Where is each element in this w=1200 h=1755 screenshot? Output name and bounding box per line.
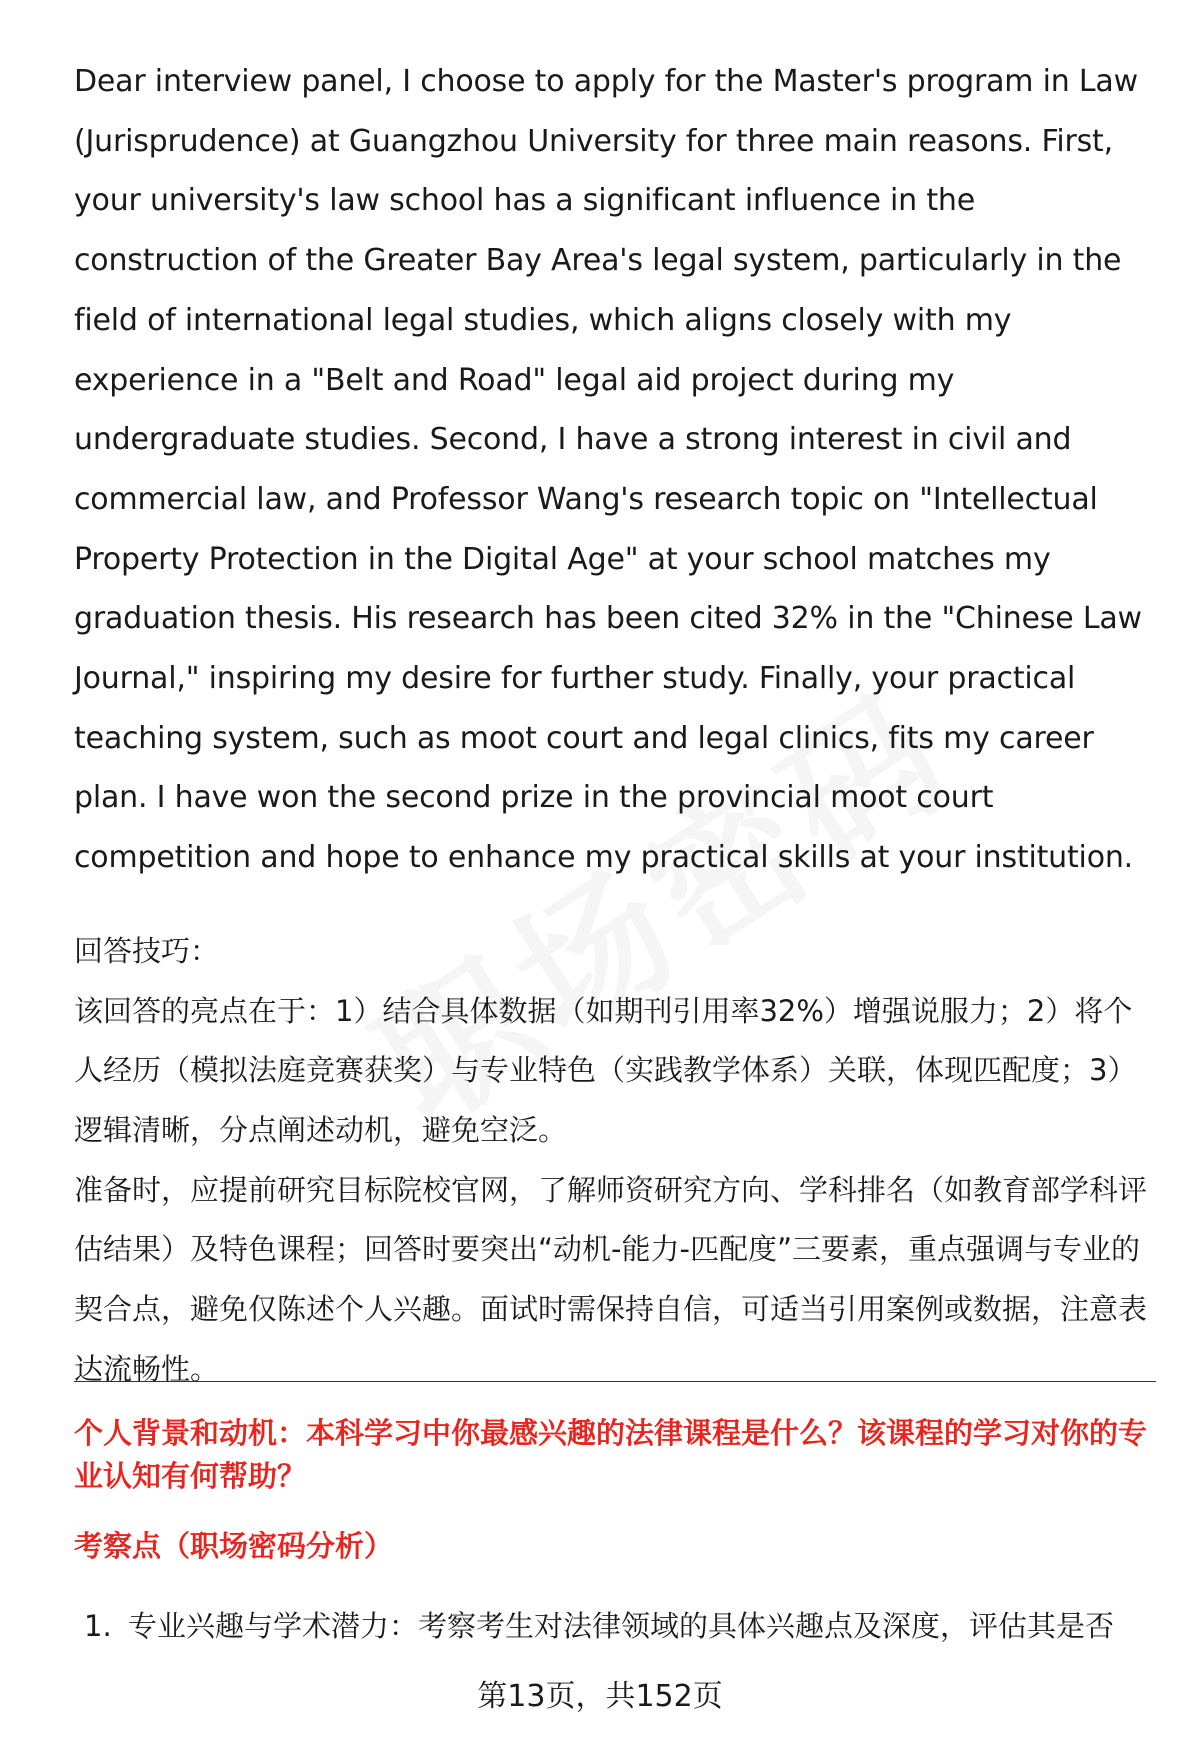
tips-highlight: 该回答的亮点在于：1）结合具体数据（如期刊引用率32%）增强说服力；2）将个人经历（模拟法庭竞赛获奖）与专业特色（实践教学体系）关联，体现匹配度；3）逻辑清晰，分点阐述动机，避免空泛。 [74,993,1137,1147]
document-body [74,52,1156,1399]
interview-question: 个人背景和动机：本科学习中你最感兴趣的法律课程是什么？该课程的学习对你的专业认知有何帮助？ [74,1416,1148,1493]
tips-label: 回答技巧： [74,933,220,968]
list-item-number: 1. [84,1609,112,1643]
assessment-heading: 考察点（职场密码分析） [74,1529,394,1563]
section-divider [74,1381,1156,1382]
assessment-points [84,1603,1156,1649]
list-item-text: 专业兴趣与学术潜力：考察考生对法律领域的具体兴趣点及深度，评估其是否 [128,1609,1115,1643]
page-number: 第13页，共152页 [477,1679,723,1714]
answer-paragraph: Dear interview panel, I choose to apply for the Master's program in Law (Jurisprudence) at Guangzhou University for three main reasons. First, your university's law school has a significant influence in the construction of the Greater Bay Area's legal system, particularly in the field of international legal studies, which aligns closely with my experience in a "Belt and Road" legal aid project during my undergraduate studies. Second, I have a strong interest in civil and commercial law, and Professor Wang's research topic on "Intellectual Property Protection in the Digital Age" at your school matches my graduation thesis. His research has been cited 32% in the "Chinese Law Journal," inspiring my desire for further study. Finally, your practical teaching system, such as moot court and legal clinics, fits my career plan. I have won the second prize in the provincial moot court competition and hope to enhance my practical skills at your institution. [74,64,1142,876]
tips-preparation: 准备时，应提前研究目标院校官网，了解师资研究方向、学科排名（如教育部学科评估结果）及特色课程；回答时要突出“动机-能力-匹配度”三要素，重点强调与专业的契合点，避免仅陈述个人兴趣。面试时需保持自信，可适当引用案例或数据，注意表达流畅性。 [74,1172,1148,1386]
list-item [84,1603,1156,1649]
answer-tips [74,922,1156,1400]
